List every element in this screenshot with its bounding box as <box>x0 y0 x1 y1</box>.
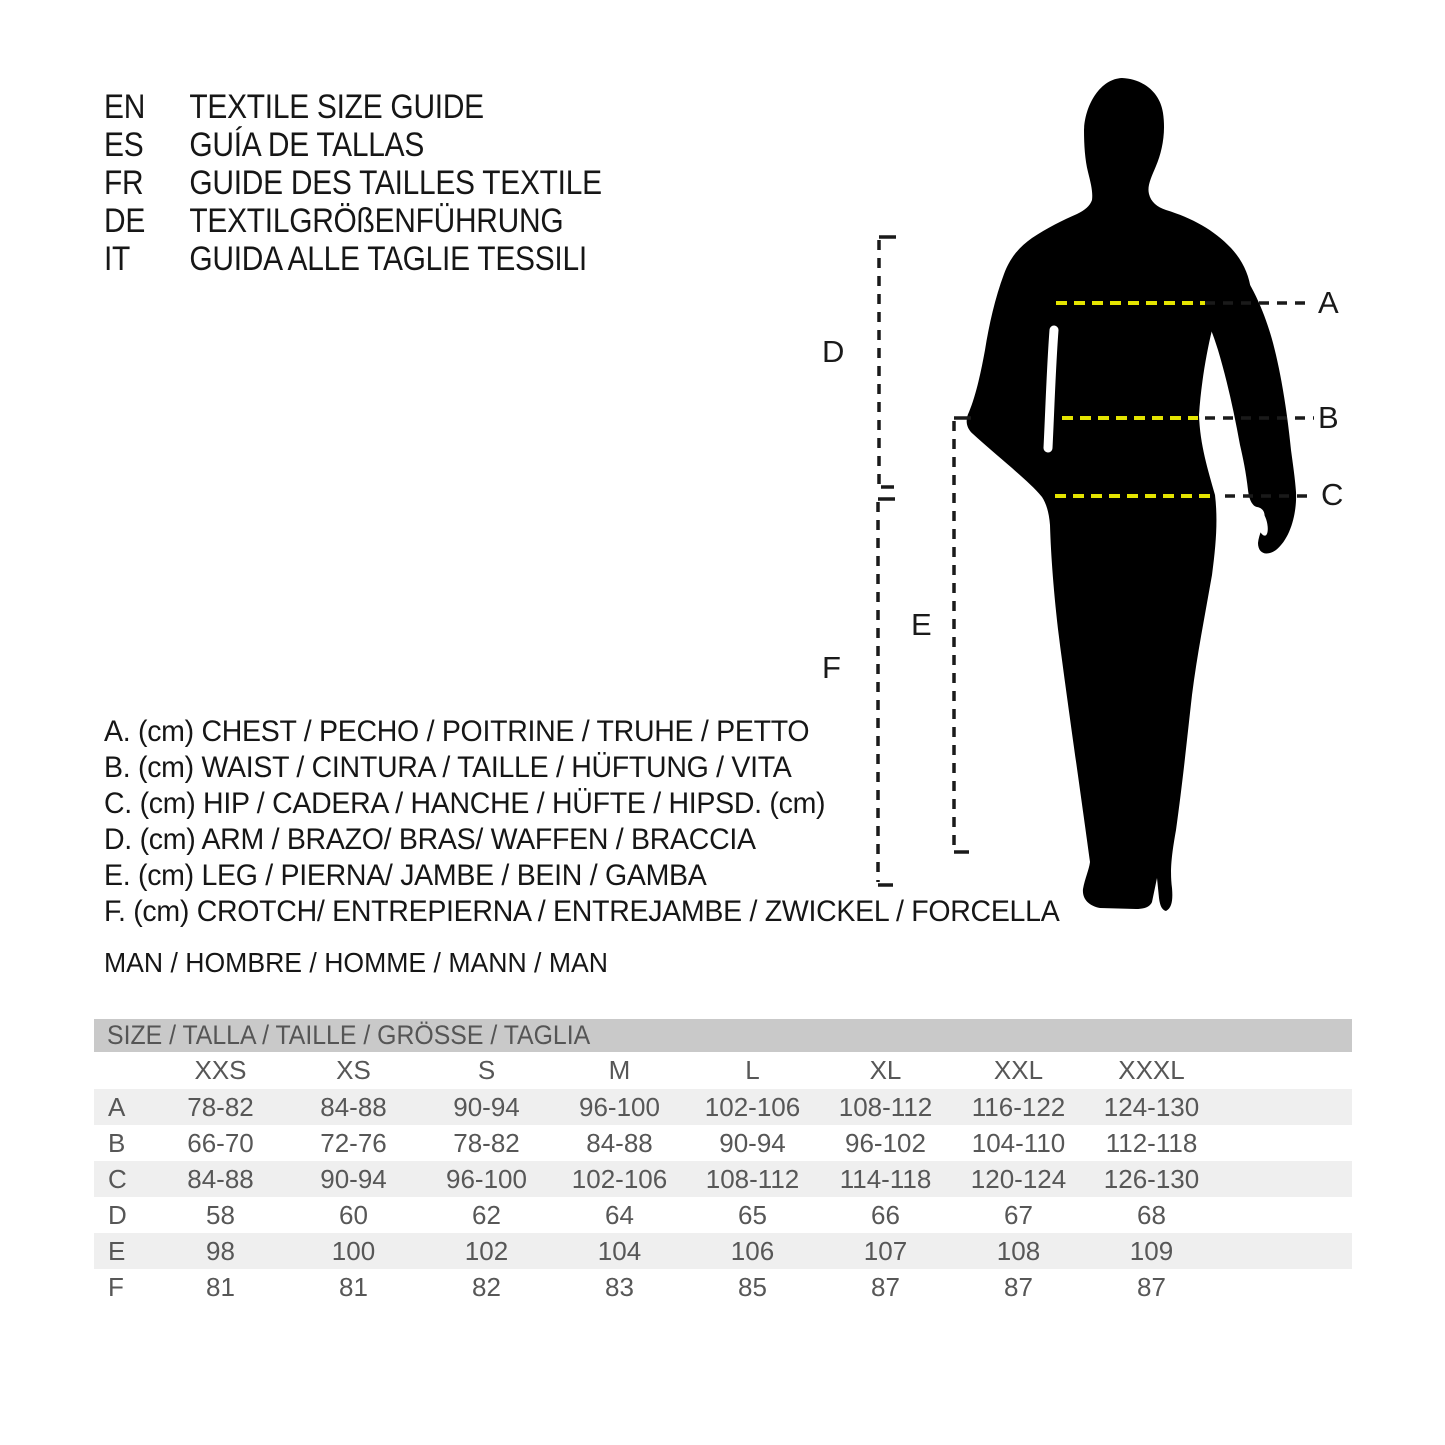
size-header-blank <box>94 1052 154 1089</box>
cell: 112-118 <box>1105 1127 1198 1158</box>
size-header-row <box>94 1052 1352 1089</box>
cell: 62 <box>472 1199 501 1230</box>
cell: 104 <box>553 1233 686 1269</box>
cell: 90-94 <box>287 1161 420 1197</box>
row-label: D <box>108 1199 127 1230</box>
cell: 108 <box>952 1233 1085 1269</box>
row-label: A <box>94 1089 154 1125</box>
cell: 60 <box>339 1199 368 1230</box>
cell-filler <box>1218 1233 1352 1269</box>
size-col-header: S <box>477 1055 496 1085</box>
table-row-chest <box>94 1089 1352 1125</box>
language-title: GUIDA ALLE TAGLIE TESSILI <box>189 239 587 278</box>
cell-filler <box>1218 1197 1352 1233</box>
cell: 106 <box>686 1233 819 1269</box>
cell: 90-94 <box>719 1127 786 1158</box>
category-line: MAN / HOMBRE / HOMME / MANN / MAN <box>104 947 608 978</box>
size-col-header: L <box>745 1055 760 1085</box>
language-code: EN <box>104 87 146 126</box>
cell: 98 <box>154 1233 287 1269</box>
cell: 85 <box>738 1271 767 1302</box>
cell: 67 <box>1004 1199 1033 1230</box>
cell: 64 <box>605 1199 634 1230</box>
legend-item-leg: E. (cm) LEG / PIERNA/ JAMBE / BEIN / GAMBA <box>104 859 707 892</box>
cell: 87 <box>1004 1271 1033 1302</box>
measurement-legend <box>104 714 1110 930</box>
cell: 104-110 <box>971 1127 1066 1158</box>
size-col-header: XXS <box>194 1055 247 1085</box>
table-row-arm <box>94 1197 1352 1233</box>
cell: 108-112 <box>686 1161 819 1197</box>
legend-item-crotch: F. (cm) CROTCH/ ENTREPIERNA / ENTREJAMBE / ZWICKEL / FORCELLA <box>104 895 1060 928</box>
size-col-header: XXXL <box>1118 1055 1185 1085</box>
cell: 120-124 <box>952 1161 1085 1197</box>
cell: 84-88 <box>586 1127 653 1158</box>
cell: 82 <box>472 1271 501 1302</box>
cell: 100 <box>287 1233 420 1269</box>
cell: 66-70 <box>187 1127 254 1158</box>
cell: 68 <box>1137 1199 1166 1230</box>
cell: 108-112 <box>819 1089 952 1125</box>
language-title: GUÍA DE TALLAS <box>189 125 425 164</box>
cell: 96-102 <box>845 1127 926 1158</box>
legend-item-hip: C. (cm) HIP / CADERA / HANCHE / HÜFTE / HIPSD. (cm) <box>104 787 826 820</box>
cell: 87 <box>1137 1271 1166 1302</box>
cell: 84-88 <box>287 1089 420 1125</box>
cell: 114-118 <box>819 1161 952 1197</box>
size-table-grid <box>94 1052 1352 1305</box>
language-title: TEXTILE SIZE GUIDE <box>189 87 484 126</box>
language-code: FR <box>104 163 144 202</box>
cell: 65 <box>738 1199 767 1230</box>
legend-item-chest: A. (cm) CHEST / PECHO / POITRINE / TRUHE / PETTO <box>104 715 810 748</box>
language-title: TEXTILGRÖßENFÜHRUNG <box>189 201 564 240</box>
marker-hip: C <box>1321 477 1344 512</box>
cell: 116-122 <box>952 1089 1085 1125</box>
marker-leg: E <box>911 607 932 642</box>
cell-filler <box>1218 1269 1352 1305</box>
legend-item-arm: D. (cm) ARM / BRAZO/ BRAS/ WAFFEN / BRACCIA <box>104 823 756 856</box>
size-table <box>94 1019 1352 1305</box>
legend-item-waist: B. (cm) WAIST / CINTURA / TAILLE / HÜFTUNG / VITA <box>104 751 792 784</box>
table-row-hip <box>94 1161 1352 1197</box>
cell: 58 <box>206 1199 235 1230</box>
cell: 102 <box>420 1233 553 1269</box>
table-row-crotch <box>94 1269 1352 1305</box>
marker-arm: D <box>822 334 845 369</box>
cell: 96-100 <box>420 1161 553 1197</box>
size-header-filler <box>1218 1052 1352 1089</box>
cell: 78-82 <box>154 1089 287 1125</box>
cell: 78-82 <box>453 1127 520 1158</box>
language-code: DE <box>104 201 146 240</box>
size-col-header: XXL <box>993 1055 1044 1085</box>
table-row-leg <box>94 1233 1352 1269</box>
table-row-waist <box>94 1125 1352 1161</box>
cell: 126-130 <box>1085 1161 1218 1197</box>
cell-filler <box>1218 1089 1352 1125</box>
language-code: IT <box>104 239 131 278</box>
cell: 66 <box>871 1199 900 1230</box>
size-col-header: XL <box>869 1055 902 1085</box>
language-title: GUIDE DES TAILLES TEXTILE <box>189 163 602 202</box>
language-code: ES <box>104 125 144 164</box>
size-col-header: M <box>608 1055 631 1085</box>
marker-waist: B <box>1318 400 1339 435</box>
row-label: C <box>94 1161 154 1197</box>
size-table-title-bar <box>94 1019 1352 1052</box>
cell: 102-106 <box>553 1161 686 1197</box>
cell: 84-88 <box>154 1161 287 1197</box>
row-label: F <box>108 1271 124 1302</box>
cell: 83 <box>605 1271 634 1302</box>
cell-filler <box>1218 1125 1352 1161</box>
cell: 109 <box>1085 1233 1218 1269</box>
cell: 72-76 <box>320 1127 387 1158</box>
cell: 81 <box>339 1271 368 1302</box>
cell: 87 <box>871 1271 900 1302</box>
marker-chest: A <box>1318 285 1339 320</box>
cell: 124-130 <box>1085 1089 1218 1125</box>
left-arm-gap <box>1048 330 1054 448</box>
row-label: B <box>108 1127 126 1158</box>
cell: 107 <box>819 1233 952 1269</box>
cell: 96-100 <box>553 1089 686 1125</box>
cell: 102-106 <box>686 1089 819 1125</box>
cell: 81 <box>206 1271 235 1302</box>
size-col-header: XS <box>336 1055 371 1085</box>
cell: 90-94 <box>420 1089 553 1125</box>
size-table-title: SIZE / TALLA / TAILLE / GRÖSSE / TAGLIA <box>107 1020 591 1050</box>
cell-filler <box>1218 1161 1352 1197</box>
marker-crotch: F <box>822 650 841 685</box>
row-label: E <box>94 1233 154 1269</box>
